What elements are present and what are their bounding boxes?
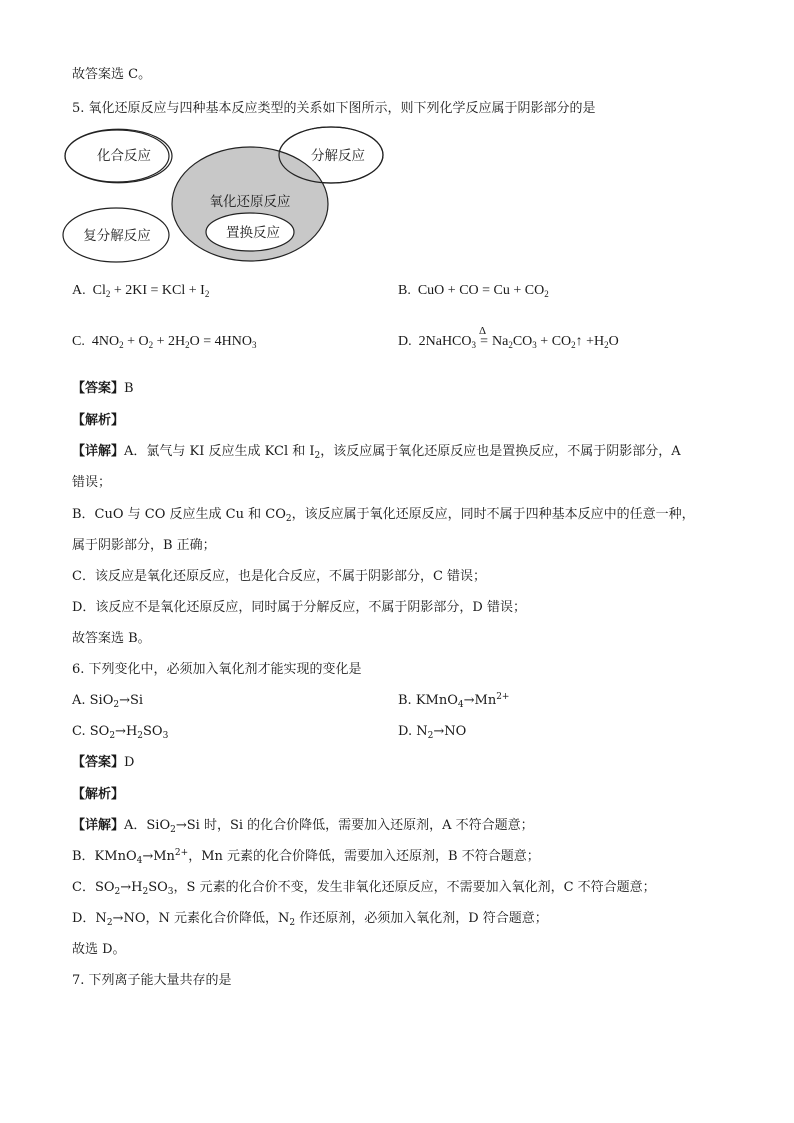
q6-option-b: B. $KMnO_4\to Mn^{2+}$	[398, 692, 510, 710]
q6-option-d: D. $N_2\to NO$	[398, 724, 467, 741]
q5-conclusion: 故答案选 B。	[72, 631, 151, 646]
combination-label: 化合反应	[97, 148, 151, 164]
q5-analysis-tag: 【解析】	[72, 413, 125, 428]
redox-label: 氧化还原反应	[209, 194, 291, 210]
decomposition-label: 分解反应	[311, 148, 365, 164]
q5-answer: 【答案】B	[72, 381, 134, 396]
q6-detail-b: B．$KMnO_4\to Mn^{2+}$，Mn 元素的化合价降低，需要加入还原剂，B 不符合题意；	[72, 848, 540, 866]
q5-detail-a-line1: 【详解】A．氯气与 KI 反应生成 KCl 和 $I_2$，该反应属于氧化还原反应也是置换反应，不属于阴影部分，A	[72, 444, 681, 461]
heat-equals-sign: Δ =	[479, 325, 488, 349]
q5-stem: 5. 氧化还原反应与四种基本反应类型的关系如下图所示，则下列化学反应属于阴影部分的是	[72, 101, 596, 116]
q6-detail-d: D．$N_2\to NO$，N 元素化合价降低，$N_2$ 作还原剂，必须加入氧化剂，D 符合题意；	[72, 911, 548, 928]
q5-detail-d: D．该反应不是氧化还原反应，同时属于分解反应，不属于阴影部分，D 错误；	[72, 600, 526, 615]
q5-detail-b-line1: B．CuO 与 CO 反应生成 Cu 和 $CO_2$，该反应属于氧化还原反应，同时不属于四种基本反应中的任意一种，	[72, 507, 695, 524]
q6-conclusion: 故选 D。	[72, 942, 126, 957]
q6-detail-c: C．$SO_2\to H_2SO_3$，S 元素的化合价不变，发生非氧化还原反应，不需要加入氧化剂，C 不符合题意；	[72, 880, 656, 897]
venn-diagram	[60, 125, 400, 265]
displacement-label: 置换反应	[226, 225, 280, 241]
q5-option-a: A. $Cl_2 + 2KI$ = KCl + $I_2$	[72, 283, 210, 299]
q5-option-c: C. $4NO_2 + O_2 + 2H_2O = 4HNO_3$	[72, 334, 257, 350]
q6-detail-a: 【详解】A．SiO$_2$→Si 时，Si 的化合价降低，需要加入还原剂，A 不符合题意；	[72, 818, 534, 835]
q5-detail-b-line2: 属于阴影部分，B 正确；	[72, 538, 216, 553]
double-decomposition-label: 复分解反应	[83, 228, 151, 244]
q6-option-c: C. $SO_2\to H_2SO_3$	[72, 724, 169, 741]
q7-stem: 7. 下列离子能大量共存的是	[72, 973, 232, 988]
q5-option-b: B. CuO + CO = $Cu + CO_2$	[398, 283, 549, 299]
q5-option-d: D. 2NaHCO$_3$ Δ = $Na_2CO_3$ + $CO_2↑ +H_2O$	[398, 325, 619, 350]
q5-detail-a-line2: 错误；	[72, 475, 112, 490]
q6-analysis-tag: 【解析】	[72, 787, 125, 802]
q6-stem: 6. 下列变化中，必须加入氧化剂才能实现的变化是	[72, 662, 362, 677]
q6-option-a: A. SiO$_2$→Si	[72, 693, 144, 710]
q5-detail-c: C．该反应是氧化还原反应，也是化合反应，不属于阴影部分，C 错误；	[72, 569, 487, 584]
q6-answer: 【答案】D	[72, 755, 135, 770]
prev-conclusion: 故答案选 C。	[72, 67, 152, 82]
